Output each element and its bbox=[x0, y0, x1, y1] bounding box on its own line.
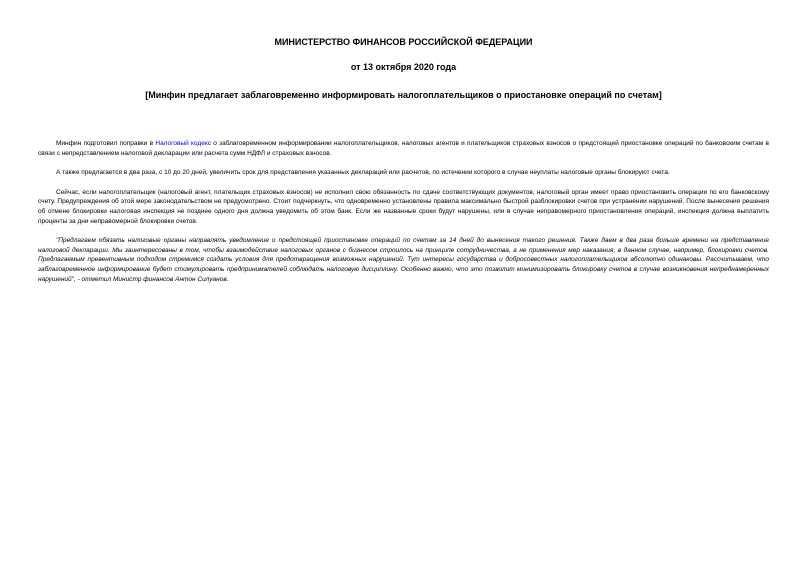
tax-code-link[interactable]: Налоговый кодекс bbox=[155, 140, 211, 147]
paragraph-1 bbox=[38, 139, 769, 158]
paragraph-3: Сейчас, если налогоплательщик (налоговый агент, плательщик страховых взносов) не исполнил свою обязанность по сдаче соответствующих документов, налоговый орган имеет право приостановить операции по его банковскому счету. Предупреждения об этой мере законодательством не предусмотрено. Стоит подчеркнуть, что одновременно установлены правила максимально быстрой разблокировки счетов при устранении нарушений. После вынесения решения об отмене блокировки налоговая инспекция не позднее одного дня должна уведомить об этом банк. Если же названные сроки будут нарушены, или в случае неправомерного приостановления операций, инспекция должна выплатить проценты за дни неправомерной блокировки счетов. bbox=[38, 188, 769, 225]
paragraph-1-end: о заблаговременном информировании налогоплательщиков, налоговых агентов и плательщиков страховых взносов о предстоящей приостановке операций по банковским счетам в связи с непредставлением налоговой декларации или расчета сумм НДФЛ и страховых взносов. bbox=[38, 140, 769, 157]
document-page bbox=[38, 0, 769, 294]
quote-attribution: , - отметил Министр финансов Антон Силуанов. bbox=[73, 275, 229, 283]
document-title: [Минфин предлагает заблаговременно информировать налогоплательщиков о приостановке операций по счетам] bbox=[145, 90, 662, 100]
paragraph-1-start: Минфин подготовил поправки в bbox=[56, 140, 156, 147]
document-body bbox=[38, 139, 769, 284]
minister-quote: "Предлагаем обязать налоговые органы направлять уведомление о предстоящей приостановке операций по счетам за 14 дней до вынесения такого решения. Также даем в два раза больше времени на представление налоговой декларации. Мы заинтересованы в том, чтобы взаимодействие налоговых органов с бизнесом строилось на принципе сотрудничества, а не применения мер наказания, в данном случае, например, блокировки счетов. Предлагаемым превентивным подходом стремимся создать условия для предотвращения возможных нарушений. Тут интересы государства и добросовестных налогоплательщиков абсолютно одинаковы. Рассчитываем, что заблаговременное информирование будет стимулировать предпринимателей соблюдать налоговую дисциплину. Особенно важно, что это позволит минимизировать блокировку счетов в случае возникновения непреднамеренных нарушений" bbox=[38, 237, 769, 283]
organization-heading: МИНИСТЕРСТВО ФИНАНСОВ РОССИЙСКОЙ ФЕДЕРАЦИИ bbox=[274, 37, 533, 47]
paragraph-2: А также предлагается в два раза, с 10 до 20 дней, увеличить срок для представления указанных деклараций или расчетов, по истечении которого в случае неуплаты налоговые органы блокируют счета. bbox=[56, 169, 670, 177]
paragraph-4-quote bbox=[38, 236, 769, 284]
document-date: от 13 октября 2020 года bbox=[350, 62, 457, 72]
